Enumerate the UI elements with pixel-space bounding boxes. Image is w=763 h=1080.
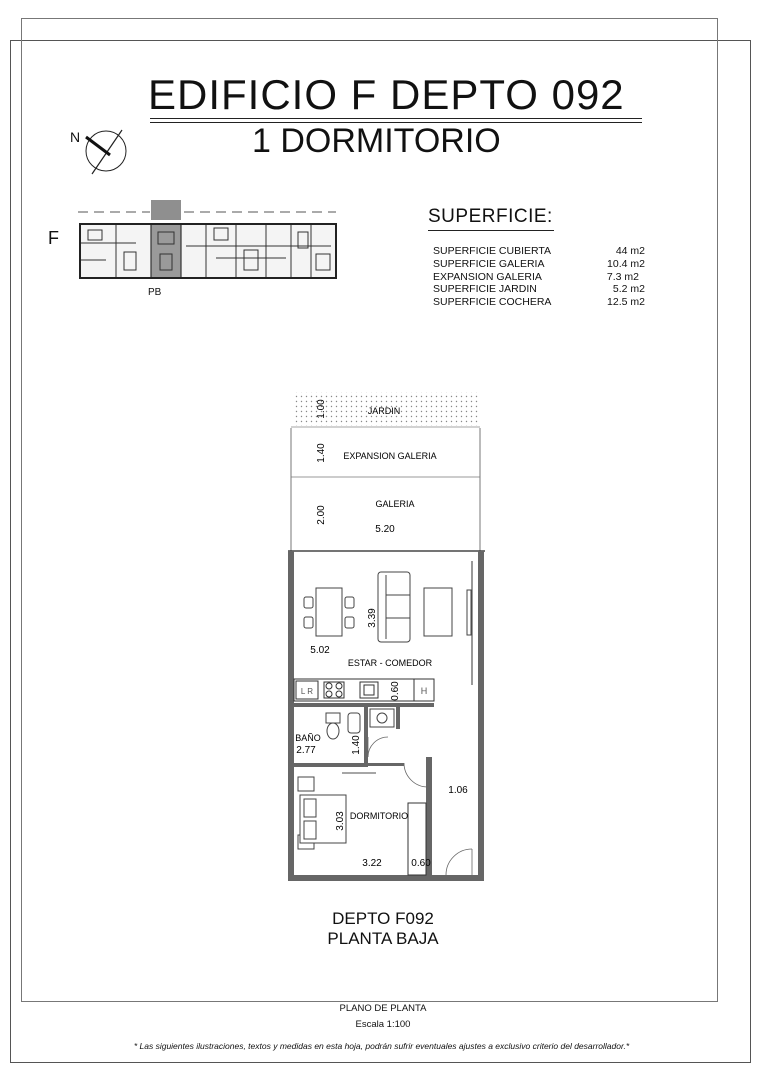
plan-caption — [250, 1001, 516, 1033]
plan-scale: Escala 1:100 — [355, 1019, 411, 1030]
superficie-value: 7.3 m2 — [606, 270, 639, 283]
superficie-label: SUPERFICIE CUBIERTA — [433, 245, 552, 257]
disclaimer-text: * Las siguientes ilustraciones, textos y medidas en esta hoja, podrán sufrir eventuales ajustes a exclusivo criterio del desarrollador.* — [133, 1041, 630, 1051]
closet-width-dim: 0.60 — [411, 858, 431, 869]
superficie-label: EXPANSION GALERIA — [433, 270, 542, 283]
superficie-row — [433, 245, 645, 258]
wall-right — [478, 551, 484, 881]
superficie-table — [433, 245, 645, 309]
estar-comedor-label: ESTAR - COMEDOR — [347, 658, 433, 668]
superficie-label: SUPERFICIE GALERIA — [433, 257, 545, 270]
dormitorio-label: DORMITORIO — [349, 811, 409, 821]
heater-label: H — [420, 686, 428, 696]
page-title: EDIFICIO F DEPTO 092 — [148, 71, 625, 118]
compass-north-label: N — [70, 129, 81, 145]
galeria-label: GALERIA — [375, 499, 415, 509]
expansion-depth-dim: 1.40 — [316, 443, 327, 463]
dining-table-icon — [304, 588, 354, 636]
bidet-icon — [348, 713, 360, 733]
unit-code: DEPTO F092 — [332, 909, 434, 928]
bano-label: BAÑO — [295, 733, 321, 743]
jardin-depth-dim: 1.00 — [316, 399, 327, 419]
superficie-row — [433, 283, 645, 296]
wall-left — [288, 551, 294, 881]
bano-depth-dim: 1.40 — [351, 735, 362, 755]
kitchen-depth-dim: 0.60 — [390, 681, 401, 701]
building-letter: F — [48, 228, 59, 248]
laundry-label: L R — [300, 687, 314, 696]
superficie-value: 10.4 m2 — [607, 257, 645, 270]
key-plan — [76, 198, 338, 282]
coffee-table-icon — [424, 588, 452, 636]
tv-icon — [467, 590, 471, 635]
sofa-icon — [378, 572, 410, 642]
superficie-label: SUPERFICIE JARDIN — [433, 283, 537, 296]
dorm-depth-dim: 3.03 — [335, 811, 346, 831]
floor-plan — [280, 385, 490, 890]
plan-type: PLANO DE PLANTA — [339, 1003, 427, 1014]
key-plan-highlight — [151, 200, 181, 220]
superficie-row — [433, 296, 645, 309]
kitchen-counter — [294, 679, 434, 701]
dorm-width-dim: 3.22 — [362, 858, 382, 869]
page-subtitle: 1 DORMITORIO — [252, 122, 501, 160]
estar-depth-dim: 3.39 — [367, 608, 378, 628]
wall-bottom — [288, 875, 484, 881]
bath-fixtures — [326, 709, 394, 739]
north-compass-icon — [64, 124, 134, 180]
superficie-label: SUPERFICIE COCHERA — [433, 296, 552, 309]
superficie-underline — [428, 230, 554, 231]
toilet-icon — [326, 713, 340, 723]
superficie-title: SUPERFICIE: — [428, 206, 553, 227]
galeria-width-dim: 5.20 — [375, 524, 395, 535]
title-underline — [150, 118, 642, 119]
superficie-row — [433, 258, 645, 271]
expansion-galeria-label: EXPANSION GALERIA — [343, 451, 437, 461]
estar-width-dim: 5.02 — [310, 645, 330, 656]
level-label: PB — [148, 287, 162, 298]
superficie-row — [433, 271, 645, 284]
superficie-value: 44 m2 — [615, 245, 645, 257]
unit-caption — [250, 909, 516, 949]
bano-width-dim: 2.77 — [296, 745, 316, 756]
unit-level: PLANTA BAJA — [327, 929, 439, 948]
superficie-value: 5.2 m2 — [612, 283, 645, 296]
superficie-value: 12.5 m2 — [607, 296, 645, 309]
jardin-label: JARDIN — [367, 406, 401, 416]
galeria-depth-dim: 2.00 — [316, 505, 327, 525]
hall-width-dim: 1.06 — [448, 785, 468, 796]
